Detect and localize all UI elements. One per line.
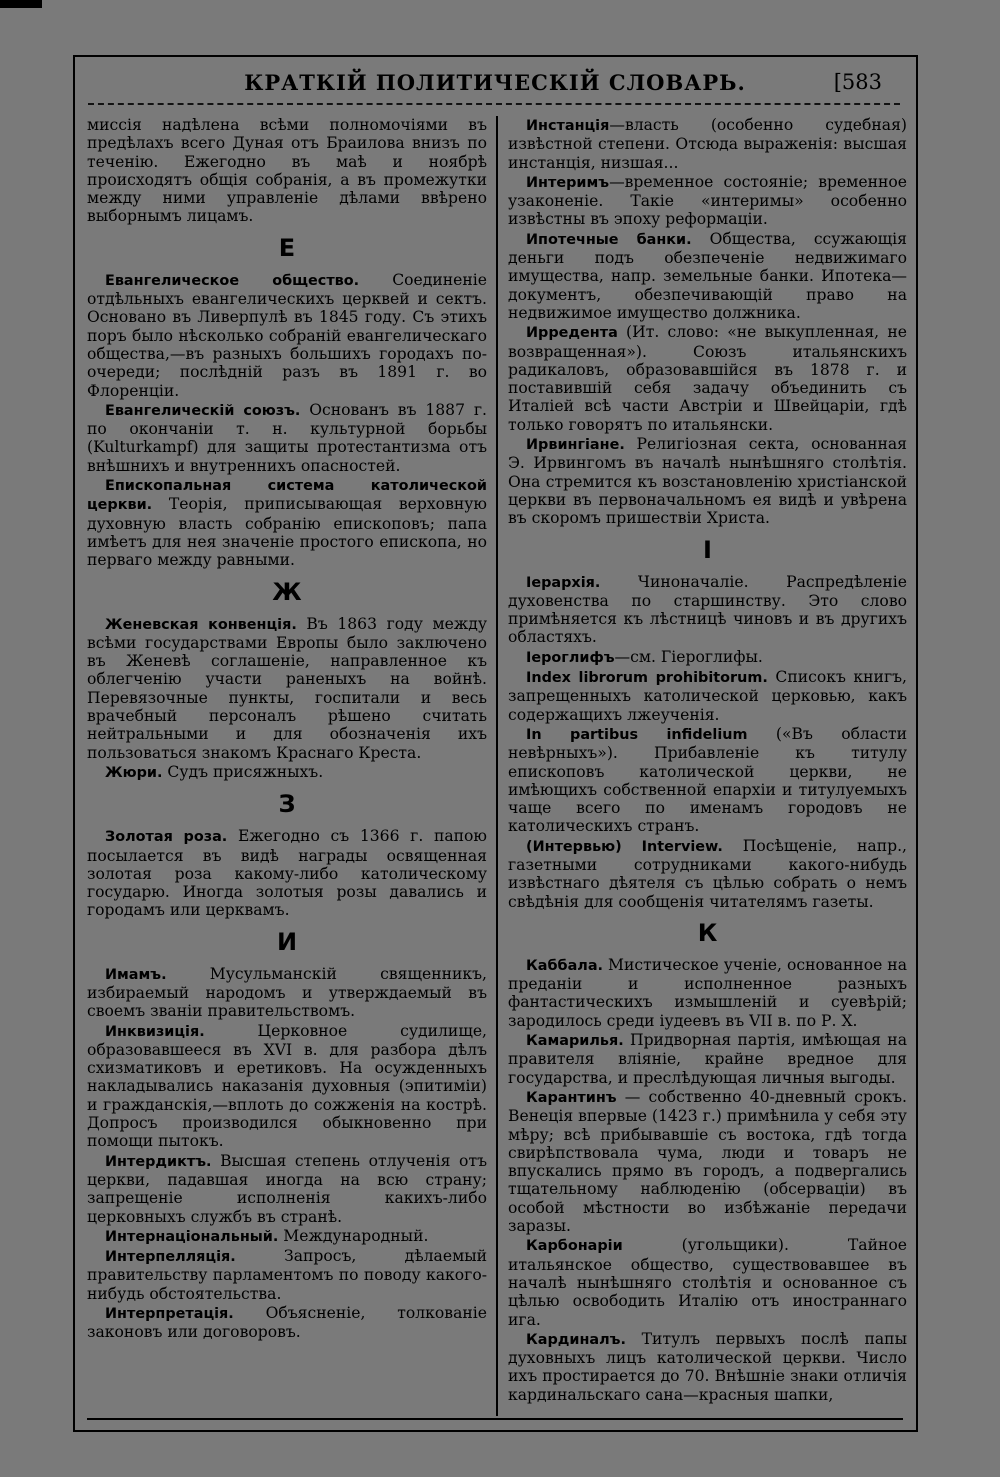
dictionary-entry [508, 1031, 907, 1087]
dictionary-entry [87, 401, 487, 475]
entry-term: Ирредента [526, 325, 618, 342]
entry-term: Имамъ. [105, 966, 167, 983]
entry-term: Іерархія. [526, 574, 601, 591]
entry-term: Карантинъ [526, 1089, 617, 1106]
dictionary-entry [87, 965, 487, 1021]
running-header [80, 70, 910, 104]
entry-term: Каббала. [526, 957, 603, 974]
entry-definition: Судъ присяжныхъ. [162, 762, 324, 781]
entry-term: Епископальная система католической церкви. [87, 478, 487, 514]
section-letter: З [278, 790, 296, 819]
dictionary-entry [87, 827, 487, 919]
entry-term: Интернаціональный. [105, 1228, 279, 1245]
page-number: [583 [833, 70, 882, 94]
entry-term: Женевская конвенція. [105, 616, 297, 633]
entry-definition: —см. Гіероглифы. [614, 647, 763, 666]
dictionary-entry [87, 271, 487, 400]
section-letter: Е [278, 233, 296, 262]
entry-definition: («Въ области невѣрныхъ»). Прибавленіе къ титулу епископовъ католической церкви, не имѣющихъ собственной епархіи и титулуемыхъ чаще всего по именамъ городовъ не католическихъ странъ. [508, 724, 907, 836]
dictionary-entry [87, 1247, 487, 1303]
dictionary-entry [508, 323, 907, 434]
entry-definition: Чиноначаліе. Распредѣленіе духовенства по старшинству. Это слово примѣняется къ лѣстницѣ чиновъ и въ другихъ областяхъ. [508, 572, 907, 647]
entry-definition: Общества, ссужающія деньги подъ обезпеченіе недвижимаго имущества, напр. земельные банки. Ипотека—документъ, обезпечивающій право на недвижимое имущество должника. [508, 229, 907, 322]
bottom-rule [87, 1418, 903, 1420]
right-column [508, 116, 907, 1416]
page-title: КРАТКІЙ ПОЛИТИЧЕСКІЙ СЛОВАРЬ. [244, 70, 746, 95]
entry-definition: Придворная партія, имѣющая на правителя вліяніе, крайне вредное для государства, и преслѣдующая личныя выгоды. [508, 1031, 907, 1087]
header-divider [88, 103, 900, 115]
left-column [87, 116, 487, 1416]
entry-term: Жюри. [105, 764, 163, 781]
entry-definition: Посѣщеніе, напр., газетными сотрудниками какого-нибудь извѣстнаго дѣятеля съ цѣлью собрать о немъ свѣдѣнія для сообщенія читателямъ газеты. [508, 836, 907, 911]
dictionary-entry [87, 1227, 487, 1246]
entry-definition: Объясненіе, толкованіе законовъ или договоровъ. [87, 1304, 487, 1342]
dictionary-entry [508, 1088, 907, 1235]
entry-definition: (угольщики). Тайное итальянское общество, существовавшее въ началѣ нынѣшняго столѣтія и основанное съ цѣлью освободить Италію отъ иностраннаго ига. [508, 1236, 907, 1329]
dictionary-entry [508, 230, 907, 322]
entry-definition: Соединеніе отдѣльныхъ евангелическихъ церквей и сектъ. Основано въ Ливерпулѣ въ 1845 году. Съ этихъ поръ было нѣсколько собраній евангелическаго общества,—въ разныхъ большихъ городахъ по-очереди; послѣдній разъ въ 1891 г. во Флоренціи. [87, 270, 487, 400]
dictionary-entry [87, 763, 487, 782]
entry-definition: Титулъ первыхъ послѣ папы духовныхъ лицъ католической церкви. Число ихъ простирается до 70. Внѣшніе знаки отличія кардинальскаго сана—красныя шапки, [508, 1329, 907, 1404]
entry-term: Интерпелляція. [105, 1249, 236, 1266]
entry-definition: Международный. [278, 1226, 429, 1245]
corner-mark [0, 0, 42, 8]
entry-definition: Запросъ, дѣлаемый правительству парламентомъ по поводу какого-нибудь обстоятельства. [87, 1247, 487, 1303]
section-letter: Ж [272, 577, 302, 606]
entry-definition: Ежегодно съ 1366 г. папою посылается въ видѣ награды освященная золотая роза какому-либо католическому государю. Иногда золотыя розы давались и городамъ или церквамъ. [87, 827, 487, 920]
dictionary-entry [87, 116, 487, 226]
entry-definition: —временное состояніе; временное узаконеніе. Такіе «интеримы» особенно извѣстны въ эпоху реформаціи. [508, 172, 907, 229]
entry-definition: Церковное судилище, образовавшееся въ XVI в. для разбора дѣлъ схизматиковъ и еретиковъ. На осужденныхъ накладывались наказанія духовныя (эпитиміи) и гражданскія,—вплоть до сожженія на кострѣ. Допросъ производился обыкновенно при помощи пытокъ. [87, 1021, 487, 1151]
dictionary-entry [87, 1022, 487, 1151]
entry-term: Золотая роза. [105, 829, 228, 846]
entry-term: Карбонаріи [526, 1238, 623, 1255]
entry-term: Index librorum prohibitorum. [526, 670, 768, 687]
section-letter: И [276, 927, 298, 956]
dictionary-entry [508, 837, 907, 911]
dictionary-entry [508, 116, 907, 172]
dictionary-entry [87, 1152, 487, 1226]
section-letter: I [703, 535, 712, 564]
dictionary-entry [508, 435, 907, 527]
entry-term: Камарилья. [526, 1033, 624, 1050]
entry-definition: Въ 1863 году между всѣми государствами Европы было заключено въ Женевѣ соглашеніе, направленное къ облегченію участи раненыхъ на войнѣ. Перевязочные пункты, госпитали и весь врачебный персоналъ рѣшено считать нейтральными и для обозначенія ихъ пользоваться знакомъ Краснаго Креста. [87, 614, 487, 762]
entry-term: (Интервью) Interview. [526, 838, 723, 855]
entry-definition: Религіозная секта, основанная Э. Ирвингомъ въ началѣ нынѣшняго столѣтія. Она стремится къ возстановленію христіанской церкви въ первоначальномъ ея видѣ и увѣрена въ скоромъ пришествіи Христа. [508, 435, 907, 528]
dictionary-entry [508, 573, 907, 647]
entry-term: Евангелическій союзъ. [105, 402, 301, 419]
dictionary-entry [87, 615, 487, 762]
section-letter: К [697, 918, 718, 947]
dictionary-entry [87, 476, 487, 569]
entry-definition: — собственно 40-дневный срокъ. Венеція впервые (1423 г.) примѣнила у себя эту мѣру; всѣ прибывавшіе съ востока, гдѣ тогда свирѣпствовала чума, люди и товаръ не впускались прямо въ городъ, а подвергались тщательному наблюденію (обсерваціи) въ особой мѣстности во избѣжаніе передачи заразы. [508, 1087, 907, 1236]
dictionary-entry [508, 668, 907, 724]
entry-term: Ипотечные банки. [526, 231, 692, 248]
entry-definition: Мистическое ученіе, основанное на преданіи и исполненное разныхъ фантастическихъ измышленій и суевѣрій; зародилось среди іудеевъ въ VII в. по Р. Х. [508, 955, 907, 1030]
dictionary-entry [508, 1330, 907, 1404]
dictionary-entry [508, 1236, 907, 1328]
entry-term: Инстанція [526, 118, 610, 134]
entry-definition: Мусульманскій священникъ, избираемый народомъ и утверждаемый въ своемъ званіи правительствомъ. [87, 964, 487, 1021]
entry-definition: миссія надѣлена всѣми полномочіями въ предѣлахъ всего Дуная отъ Браилова внизъ по теченію. Ежегодно въ маѣ и ноябрѣ происходятъ общія собранія, а въ промежутки между ними управленіе дѣлами ввѣрено выборнымъ лицамъ. [87, 116, 487, 226]
dictionary-entry [508, 956, 907, 1030]
column-divider [496, 116, 498, 1416]
entry-term: Интердиктъ. [105, 1153, 212, 1170]
entry-term: Кардиналъ. [526, 1331, 626, 1348]
dictionary-entry [508, 173, 907, 229]
entry-definition: Высшая степень отлученія отъ церкви, падавшая иногда на всю страну; запрещеніе исполненія какихъ-либо церковныхъ службъ въ странѣ. [87, 1151, 487, 1226]
entry-definition: —власть (особенно судебная) извѣстной степени. Отсюда выраженія: высшая инстанція, низшая... [508, 116, 907, 172]
entry-term: Интерпретація. [105, 1306, 234, 1323]
entry-term: In partibus infidelium [526, 726, 748, 743]
entry-term: Инквизиція. [105, 1023, 205, 1040]
dictionary-entry [508, 725, 907, 836]
entry-term: Евангелическое общество. [105, 272, 360, 289]
entry-term: Ирвингіане. [526, 437, 625, 454]
dictionary-entry [508, 648, 907, 667]
entry-term: Интеримъ [526, 174, 610, 191]
dictionary-entry [87, 1304, 487, 1342]
entry-definition: Основанъ въ 1887 г. по окончаніи т. н. культурной борьбы (Kulturkampf) для защиты протестантизма отъ внѣшнихъ и внутреннихъ опасностей. [87, 400, 487, 475]
entry-term: Іероглифъ [526, 649, 615, 666]
entry-definition: (Ит. слово: «не выкупленная, не возвращенная»). Союзъ итальянскихъ радикаловъ, образовавшійся въ 1878 г. и поставившій себя задачу объединить съ Италіей всѣ части Австріи и Швейцаріи, гдѣ только говорятъ по итальянски. [508, 323, 907, 434]
entry-definition: Списокъ книгъ, запрещенныхъ католической церковью, какъ содержащихъ лжеученія. [508, 668, 907, 724]
entry-definition: Теорія, приписывающая верховную духовную власть собранію епископовъ; папа имѣетъ для нея значеніе простого епископа, но перваго между равными. [87, 495, 487, 570]
